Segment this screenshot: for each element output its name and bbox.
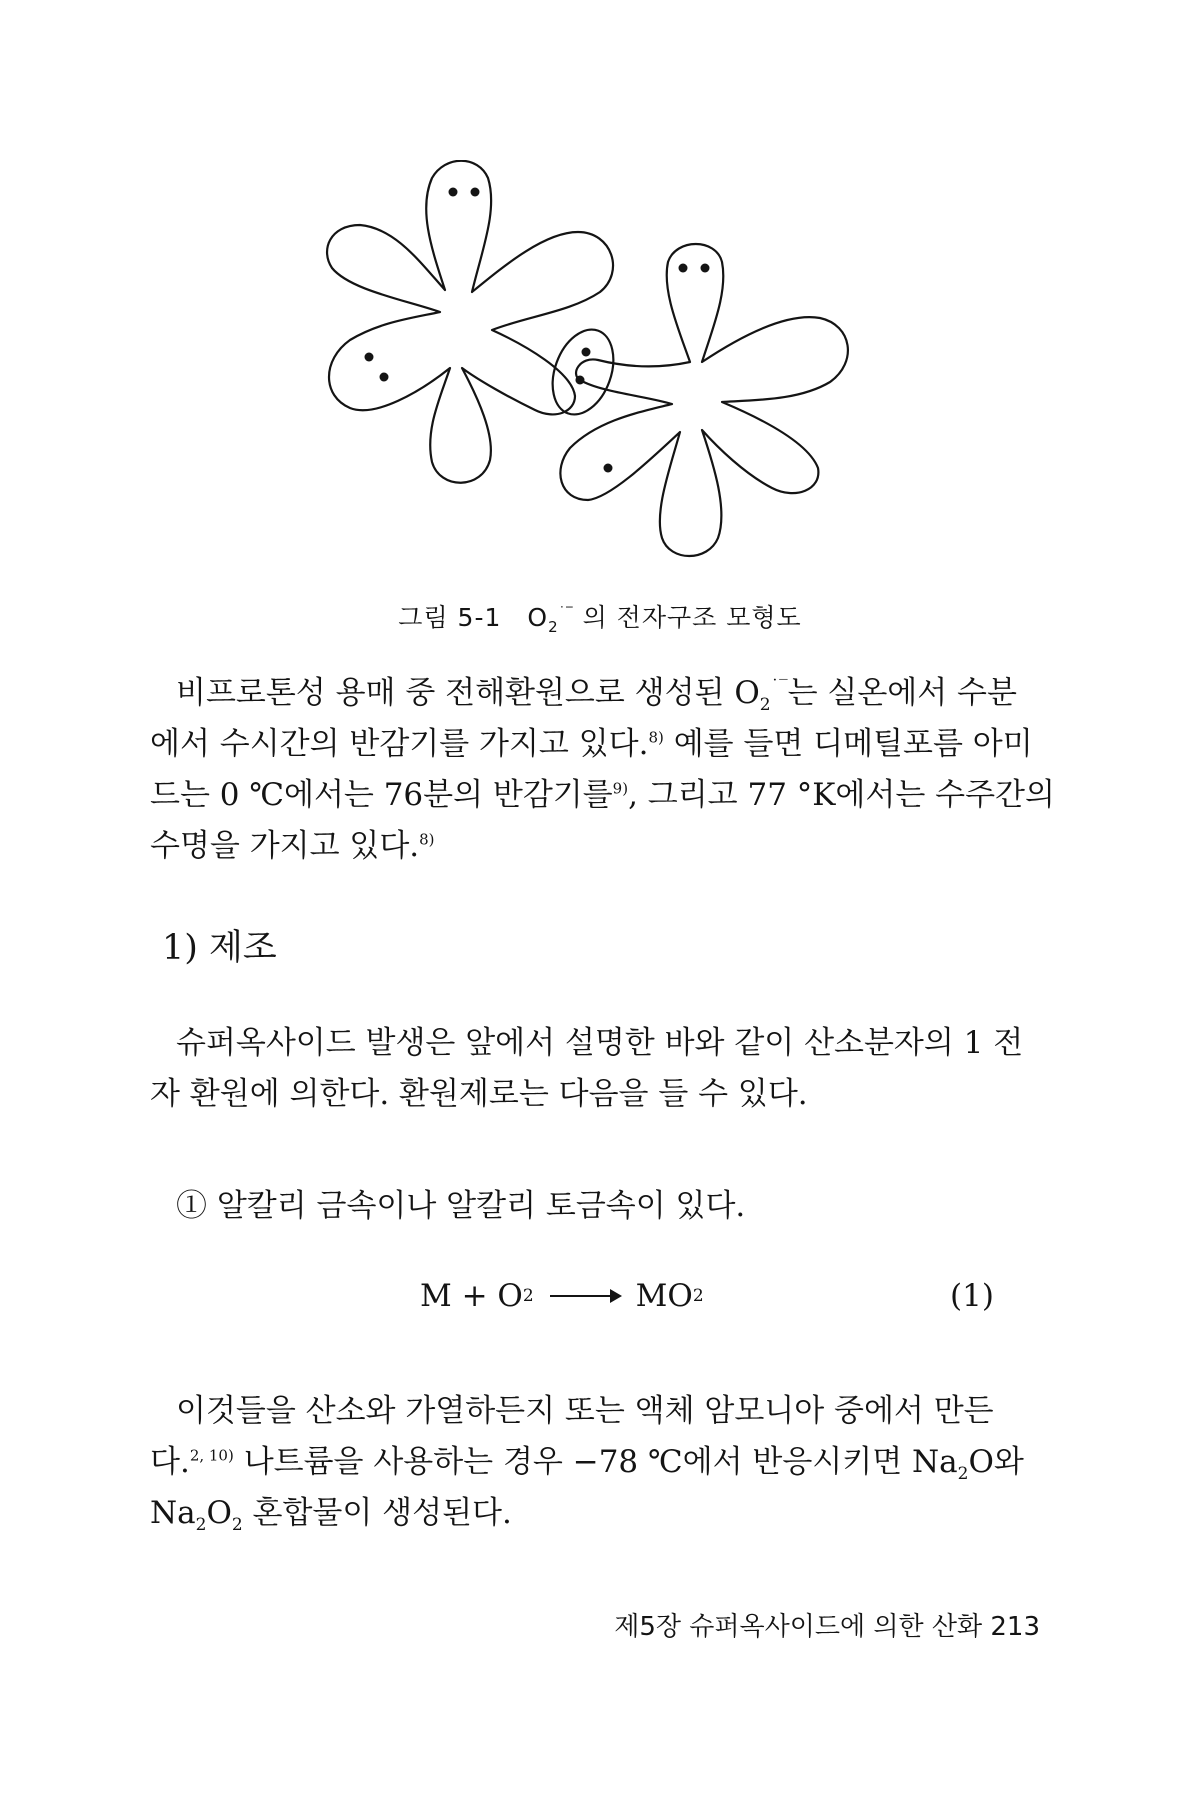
electron-dot xyxy=(582,348,591,357)
equation-rhs: MO xyxy=(635,1278,693,1314)
citation-ref: 8) xyxy=(419,830,435,849)
shared-electron-overlap xyxy=(542,321,625,423)
electron-dot xyxy=(380,373,389,382)
caption-label: 그림 5-1 xyxy=(398,603,502,632)
caption-subscript: 2 xyxy=(548,618,559,636)
electron-dot xyxy=(679,264,688,273)
chapter-title: 제5장 슈퍼옥사이드에 의한 산화 xyxy=(614,1612,983,1642)
citation-ref: 9) xyxy=(612,779,629,798)
equation-number: (1) xyxy=(950,1278,994,1314)
reaction-arrow-icon xyxy=(550,1295,620,1297)
paragraph-superoxide-lifetime xyxy=(150,668,1055,872)
paragraph-superoxide-generation xyxy=(150,1018,1024,1120)
caption-formula: O xyxy=(527,603,549,632)
list-item-alkali-metals: ① 알칼리 금속이나 알칼리 토금속이 있다. xyxy=(176,1188,746,1224)
paragraph-line: 드는 0 ℃에서는 76분의 반감기를$^{9)}$, 그리고 77 °K에서는 수주간의 xyxy=(150,777,1055,813)
left-oxygen-orbitals xyxy=(327,161,613,483)
equation-lhs: M + O xyxy=(420,1278,523,1314)
electron-dot xyxy=(701,264,710,273)
paragraph-line: $Na_2O_2$ 혼합물이 생성된다. xyxy=(150,1495,512,1536)
paragraph-line: 수명을 가지고 있다.$^{8)}$ xyxy=(150,828,435,864)
paragraph-line: 이것들을 산소와 가열하든지 또는 액체 암모니아 중에서 만든 xyxy=(176,1393,994,1429)
paragraph-line: 비프로톤성 용매 중 전해환원으로 생성된 $O_2^{˙‾}$는 실온에서 수분 xyxy=(176,675,1017,716)
electron-dot xyxy=(365,353,374,362)
electron-dot xyxy=(576,376,585,385)
electron-dot xyxy=(604,464,613,473)
paragraph-line: 다.$^{2, 10)}$ 나트륨을 사용하는 경우 −78 ℃에서 반응시키면 $Na_2O$와 xyxy=(150,1444,1024,1485)
electron-dot xyxy=(471,188,480,197)
caption-text: 의 전자구조 모형도 xyxy=(582,603,802,632)
citation-ref: 8) xyxy=(648,728,664,747)
page-number: 213 xyxy=(990,1612,1040,1642)
paragraph-line: 자 환원에 의한다. 환원제로는 다음을 들 수 있다. xyxy=(150,1076,808,1112)
electron-dot xyxy=(449,188,458,197)
caption-superscript: ˙‾ xyxy=(558,605,574,621)
paragraph-line: 에서 수시간의 반감기를 가지고 있다.$^{8)}$ 예를 들면 디메틸포름 아미 xyxy=(150,726,1033,762)
section-heading: 1) 제조 xyxy=(162,928,277,968)
figure-caption xyxy=(0,598,1200,636)
page-footer xyxy=(560,1606,1040,1643)
paragraph-line: 슈퍼옥사이드 발생은 앞에서 설명한 바와 같이 산소분자의 1 전 xyxy=(176,1025,1024,1061)
chemical-equation: M + O 2 MO 2 xyxy=(420,1278,704,1314)
citation-ref: 2, 10) xyxy=(189,1446,234,1465)
paragraph-sodium-reaction xyxy=(150,1386,1024,1539)
o2-electron-structure-diagram xyxy=(300,160,880,560)
right-oxygen-orbitals xyxy=(560,244,848,556)
